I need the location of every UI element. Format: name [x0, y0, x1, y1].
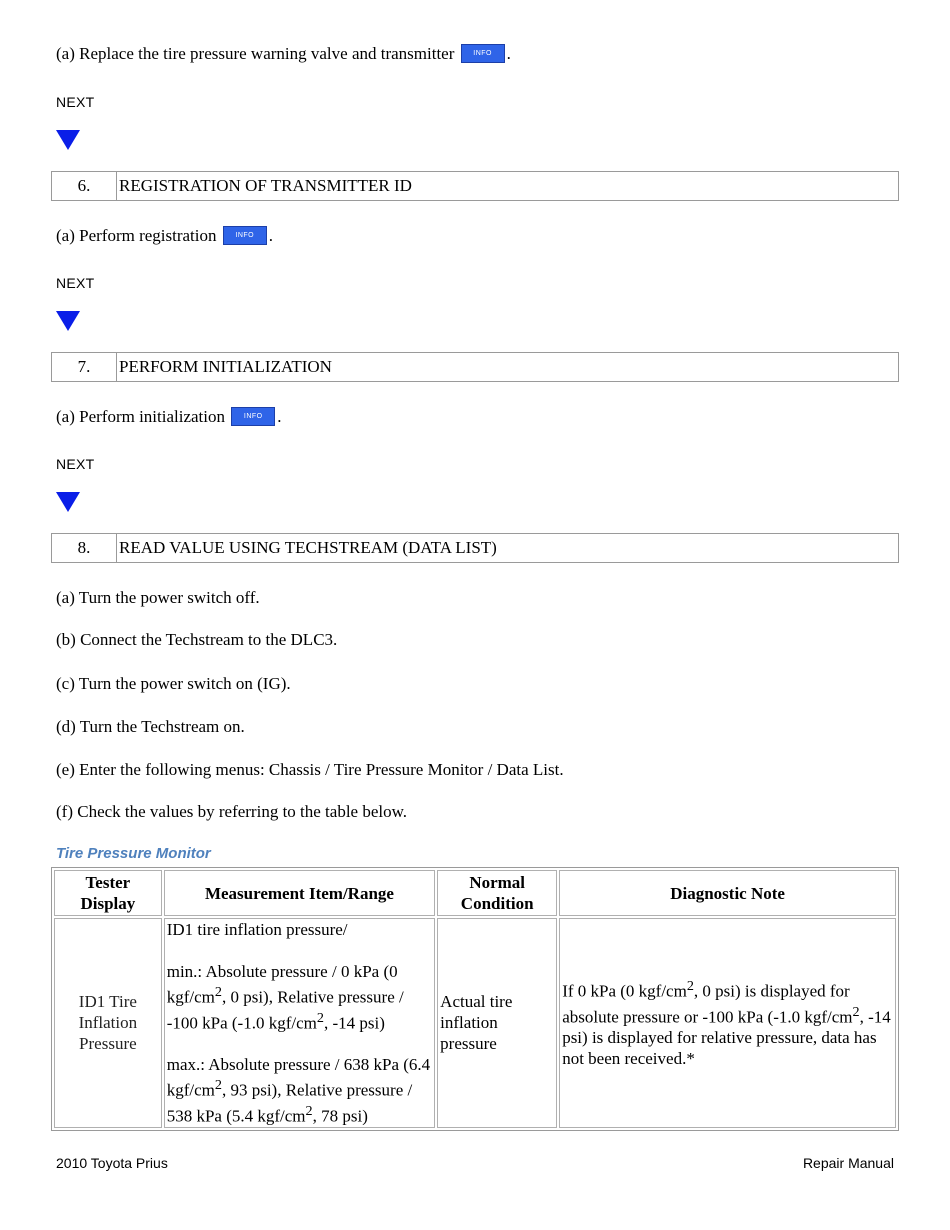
- step-number: 8.: [52, 534, 117, 562]
- cell-diagnostic-note: [559, 918, 896, 1128]
- range-text: , 0 psi), Relative pressure / -100 kPa (-1.0 kgf/cm: [166, 987, 404, 1033]
- note-text: If 0 kPa (0 kgf/cm: [562, 981, 687, 1001]
- cell-measurement-range: [164, 918, 435, 1128]
- superscript: 2: [316, 1009, 324, 1026]
- instruction-perform-registration: [56, 225, 273, 248]
- header-normal-condition: [437, 870, 557, 916]
- table-header-row: [54, 870, 896, 916]
- step-number: 7.: [52, 353, 117, 381]
- step-title: READ VALUE USING TECHSTREAM (DATA LIST): [119, 538, 497, 557]
- footer-manual: Repair Manual: [802, 1155, 894, 1171]
- cell-text: pressure: [440, 1034, 497, 1054]
- superscript: 2: [214, 1077, 222, 1094]
- step-title: REGISTRATION OF TRANSMITTER ID: [119, 176, 412, 195]
- table-caption: Tire Pressure Monitor: [56, 845, 211, 862]
- cell-tester-display: [54, 918, 162, 1128]
- header-diagnostic-note: Diagnostic Note: [559, 870, 896, 916]
- instruction-text: (a) Perform registration: [56, 226, 217, 245]
- superscript: 2: [214, 984, 222, 1000]
- next-arrow-icon[interactable]: [56, 130, 80, 150]
- instruction-perform-initialization: [56, 406, 282, 429]
- range-text: , -14 psi): [323, 1013, 385, 1033]
- instruction-a: (a) Turn the power switch off.: [56, 588, 260, 607]
- step-number: 6.: [52, 172, 117, 200]
- range-text: max.: Absolute pressure / 638 kPa (6.4 kgf/cm: [166, 1055, 431, 1100]
- info-button[interactable]: INFO: [223, 226, 267, 245]
- instruction-text: (a) Perform initialization: [56, 407, 225, 426]
- instruction-replace-valve: [56, 43, 511, 66]
- superscript: 2: [852, 1003, 860, 1020]
- range-text: , 78 psi): [312, 1106, 368, 1126]
- instruction-e: (e) Enter the following menus: Chassis / Tire Pressure Monitor / Data List.: [56, 760, 564, 779]
- range-text: min.: Absolute pressure / 0 kPa (0 kgf/cm: [166, 962, 398, 1007]
- note-text: , -14 psi) is displayed for relative pressure, data has not been received.*: [562, 1007, 891, 1069]
- cell-text: Pressure: [79, 1034, 137, 1054]
- footer-vehicle: 2010 Toyota Prius: [56, 1155, 168, 1171]
- range-title: ID1 tire inflation pressure/: [166, 920, 348, 939]
- note-text: , 0 psi) is displayed for absolute pressure or -100 kPa (-1.0 kgf/cm: [562, 981, 853, 1027]
- cell-text: ID1 Tire: [78, 992, 137, 1012]
- next-arrow-icon[interactable]: [56, 311, 80, 331]
- header-text: Condition: [460, 894, 534, 913]
- range-min: [167, 961, 432, 1033]
- tire-pressure-monitor-table: [51, 867, 899, 1131]
- next-label: NEXT: [56, 275, 95, 291]
- header-text: Display: [80, 894, 136, 913]
- next-label: NEXT: [56, 94, 95, 110]
- info-button[interactable]: INFO: [231, 407, 275, 426]
- superscript: 2: [305, 1102, 313, 1119]
- step-title: PERFORM INITIALIZATION: [119, 357, 332, 376]
- next-arrow-icon[interactable]: [56, 492, 80, 512]
- cell-text: Inflation: [78, 1013, 138, 1033]
- range-max: [167, 1054, 432, 1126]
- instruction-c: (c) Turn the power switch on (IG).: [56, 674, 291, 693]
- header-tester-display: [54, 870, 162, 916]
- cell-normal-condition: [437, 918, 557, 1128]
- next-label: NEXT: [56, 456, 95, 472]
- header-measurement: Measurement Item/Range: [164, 870, 435, 916]
- instruction-d: (d) Turn the Techstream on.: [56, 717, 245, 736]
- period: .: [268, 226, 273, 245]
- cell-text: inflation: [440, 1013, 498, 1033]
- header-text: Tester: [85, 873, 131, 892]
- instruction-f: (f) Check the values by referring to the table below.: [56, 802, 408, 821]
- step-7-header: [51, 352, 899, 382]
- cell-text: Actual tire: [440, 992, 513, 1012]
- range-text: , 93 psi), Relative pressure / 538 kPa (5.4 kgf/cm: [166, 1080, 413, 1126]
- table-row: [54, 918, 896, 1128]
- instruction-text: (a) Replace the tire pressure warning valve and transmitter: [56, 44, 455, 63]
- period: .: [277, 407, 282, 426]
- step-6-header: [51, 171, 899, 201]
- instruction-b: (b) Connect the Techstream to the DLC3.: [56, 630, 338, 649]
- info-button[interactable]: INFO: [461, 44, 505, 63]
- superscript: 2: [686, 978, 694, 995]
- period: .: [506, 44, 511, 63]
- step-8-header: [51, 533, 899, 563]
- header-text: Normal: [469, 873, 526, 892]
